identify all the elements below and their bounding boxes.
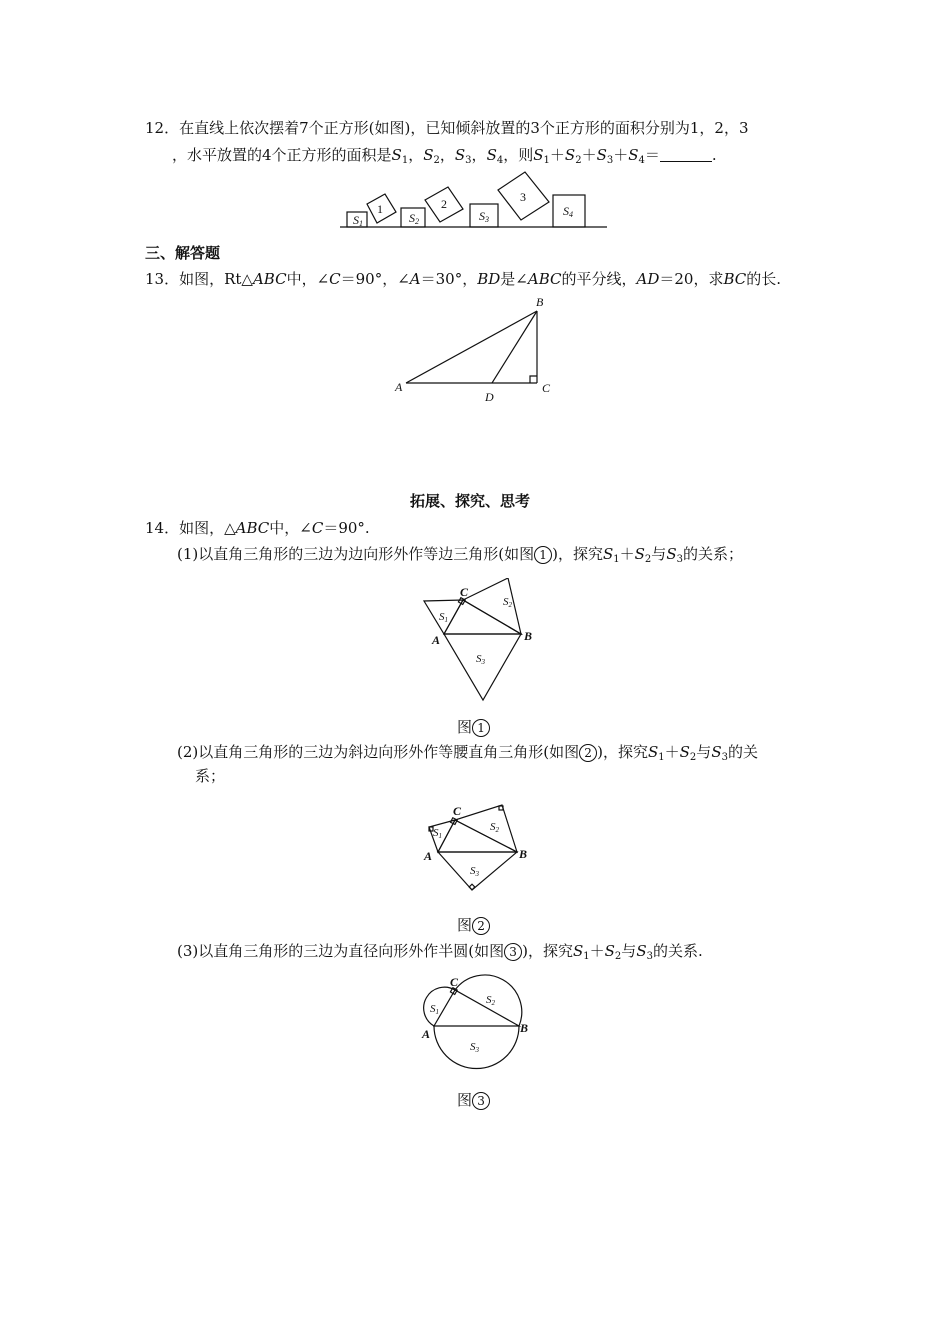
q13-text: 13．如图，Rt△ABC中，∠C＝90°，∠A＝30°，BD是∠ABC的平分线，AD＝20，求BC的长.	[145, 270, 782, 288]
svg-text:S2: S2	[490, 821, 499, 834]
fig1-vertex-c: C	[460, 585, 469, 599]
q14-part-2-cont: 系；	[195, 767, 226, 785]
s2-label: S2	[409, 211, 419, 226]
svg-text:S1: S1	[433, 827, 442, 840]
q13-triangle-figure	[390, 292, 560, 404]
q14-part-2: (2)以直角三角形的三边为斜边向形外作等腰直角三角形(如图 2 )，探究$S_1+S_2$与$S_3$的关	[177, 743, 758, 763]
figure-1-caption: 图 1	[457, 717, 490, 737]
fig3-vertex-b: B	[520, 1021, 529, 1035]
svg-text:S1: S1	[430, 1003, 439, 1016]
circled-1: 1	[534, 546, 552, 564]
q12-text-4: ＝	[644, 146, 660, 164]
fig3-vertex-a: A	[422, 1027, 431, 1041]
svg-text:S2: S2	[503, 596, 512, 609]
figure-1-equilateral	[412, 578, 547, 708]
tilted-square-1-label: 1	[377, 202, 383, 216]
fig2-vertex-c: C	[453, 804, 462, 818]
q12-text-2: ，水平放置的4个正方形的面积是	[172, 146, 392, 164]
svg-text:S2: S2	[486, 994, 495, 1007]
answer-blank[interactable]	[660, 147, 712, 162]
s4-label: S4	[563, 204, 573, 219]
figure-3-caption: 图 3	[457, 1090, 490, 1110]
fig2-vertex-a: A	[424, 849, 433, 863]
figure-2-caption: 图 2	[457, 915, 490, 935]
vertex-c-label: C	[542, 381, 551, 395]
fig1-vertex-b: B	[524, 629, 533, 643]
q12-number: 12．	[145, 119, 180, 137]
vertex-a-label: A	[395, 380, 403, 394]
svg-text:S3: S3	[470, 1041, 479, 1054]
vertex-b-label: B	[536, 295, 544, 309]
svg-text:S3: S3	[470, 865, 479, 878]
fig1-vertex-a: A	[432, 633, 441, 647]
q12-line-2: ，水平放置的4个正方形的面积是$S_1$，$S_2$，$S_3$，$S_4$，则$S_1+S_2+S_3+S_4=$ .	[172, 146, 717, 166]
s3-label: S3	[479, 209, 489, 224]
svg-text:S3: S3	[476, 653, 485, 666]
tilted-square-3-label: 3	[520, 190, 526, 204]
fig2-vertex-b: B	[519, 847, 528, 861]
s1-label: S1	[353, 213, 363, 228]
vertex-d-label: D	[485, 390, 494, 404]
q14-part-3: (3)以直角三角形的三边为直径向形外作半圆(如图 3 )，探究$S_1+S_2$与$S_3$的关系.	[177, 942, 703, 962]
svg-text:S1: S1	[439, 611, 448, 624]
q12-line-1	[145, 118, 749, 138]
q12-period: .	[711, 146, 717, 164]
q12-text-1: 在直线上依次摆着7个正方形(如图)，已知倾斜放置的3个正方形的面积分别为1，2，3	[179, 119, 749, 137]
section-3-heading: 三、解答题	[145, 244, 221, 262]
figure-2-isosceles	[415, 800, 555, 900]
q14-part-1: (1)以直角三角形的三边为边向形外作等边三角形(如图 1 )，探究$S_1+S_2$与$S_3$的关系；	[177, 545, 743, 565]
q12-text-3: ，则	[503, 146, 534, 164]
fig3-vertex-c: C	[450, 975, 459, 989]
q12-squares-figure	[335, 168, 610, 232]
tilted-square-2-label: 2	[441, 197, 447, 211]
extension-heading: 拓展、探究、思考	[410, 492, 531, 510]
figure-3-semicircles	[410, 972, 550, 1082]
q14-intro: 14．如图，△ABC中，∠C＝90°.	[145, 519, 370, 537]
